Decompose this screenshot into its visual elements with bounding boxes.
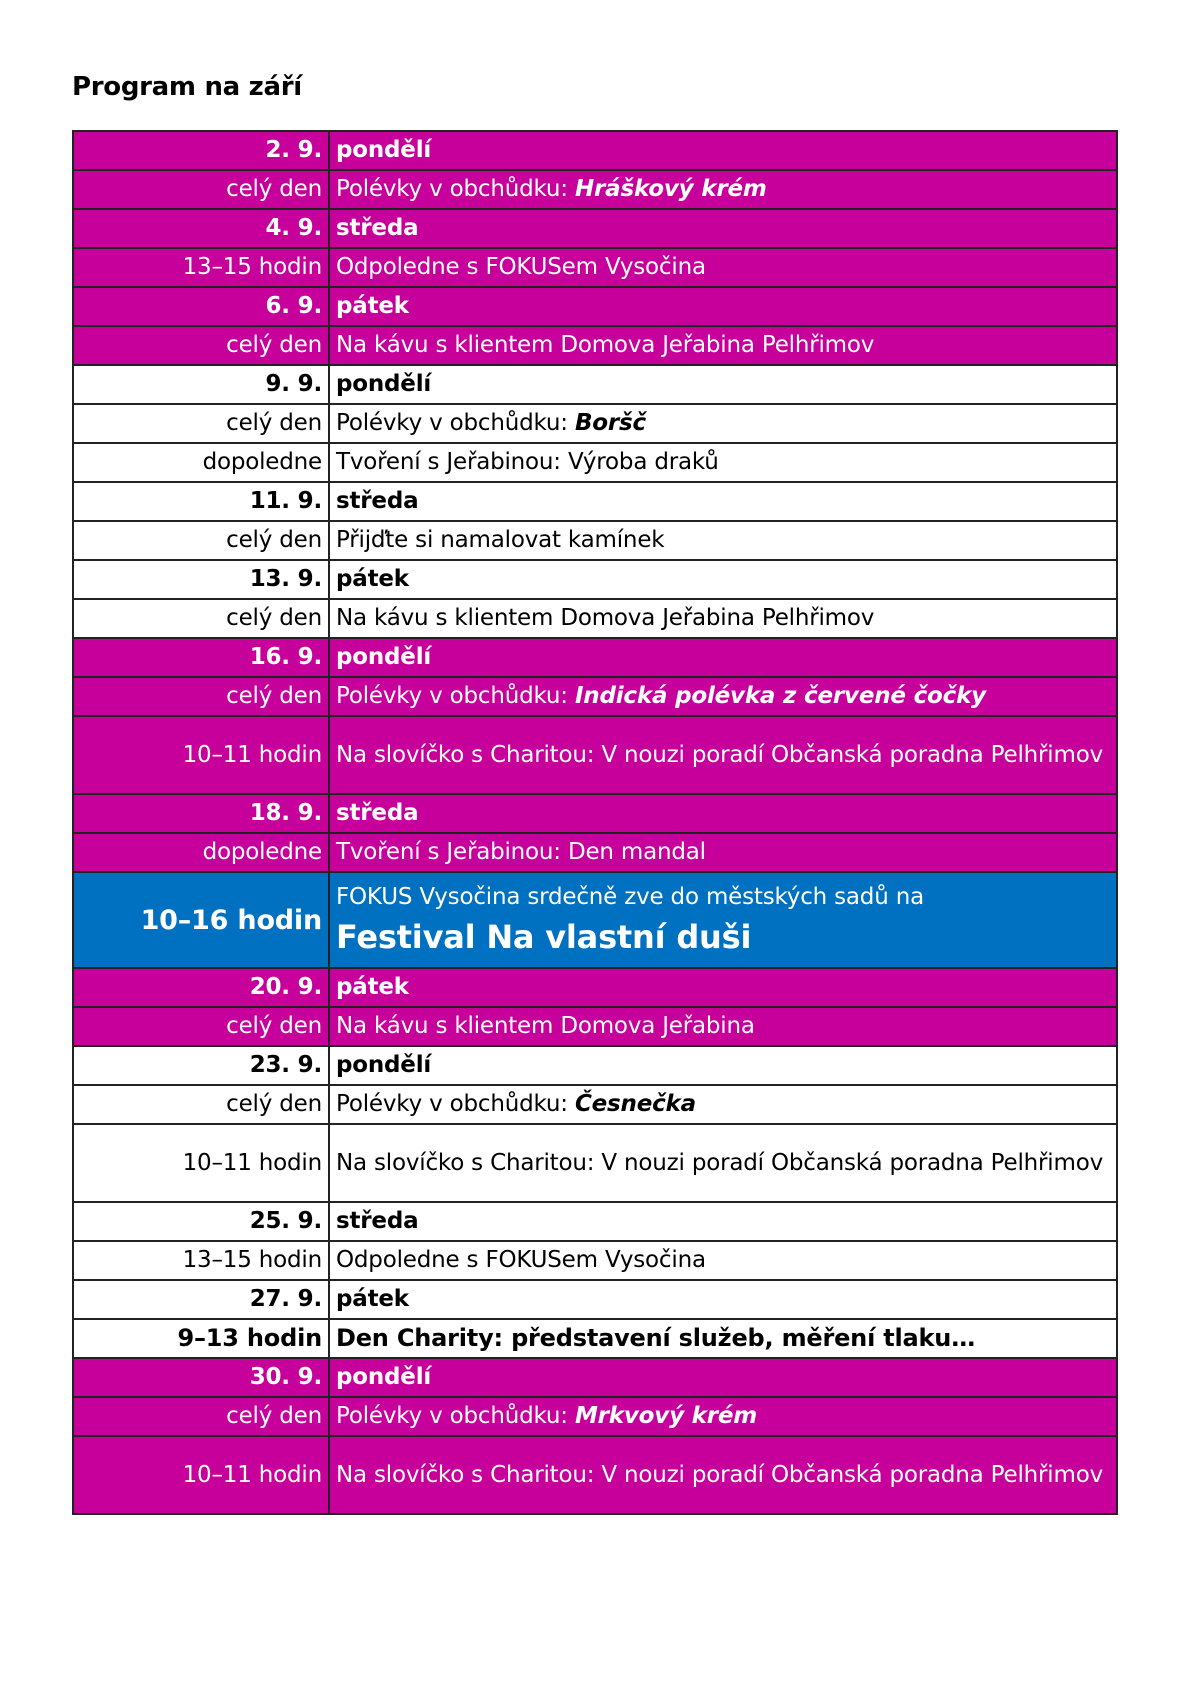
event-cell: Tvoření s Jeřabinou: Výroba draků <box>329 443 1117 482</box>
event-cell <box>329 170 1117 209</box>
event-prefix: Polévky v obchůdku: <box>336 1091 575 1117</box>
table-row <box>73 170 1117 209</box>
table-row <box>73 1124 1117 1202</box>
date-cell: 9. 9. <box>73 365 329 404</box>
soup-name: Boršč <box>574 410 646 436</box>
time-cell: 13–15 hodin <box>73 1241 329 1280</box>
table-row <box>73 248 1117 287</box>
soup-name: Indická polévka z červené čočky <box>574 683 986 709</box>
time-cell: 9–13 hodin <box>73 1319 329 1358</box>
event-cell <box>329 404 1117 443</box>
event-cell: Den Charity: představení služeb, měření tlaku… <box>329 1319 1117 1358</box>
event-cell <box>329 872 1117 968</box>
table-row-date <box>73 131 1117 170</box>
event-prefix: Polévky v obchůdku: <box>336 176 575 202</box>
time-cell: celý den <box>73 521 329 560</box>
table-row-date <box>73 968 1117 1007</box>
table-row <box>73 1241 1117 1280</box>
weekday-cell: středa <box>329 794 1117 833</box>
table-row-date <box>73 1202 1117 1241</box>
date-cell: 30. 9. <box>73 1358 329 1397</box>
date-cell: 18. 9. <box>73 794 329 833</box>
event-cell: Na kávu s klientem Domova Jeřabina Pelhřimov <box>329 326 1117 365</box>
time-cell: 13–15 hodin <box>73 248 329 287</box>
time-cell: celý den <box>73 677 329 716</box>
date-cell: 4. 9. <box>73 209 329 248</box>
weekday-cell: středa <box>329 1202 1117 1241</box>
weekday-cell: pátek <box>329 968 1117 1007</box>
time-cell: celý den <box>73 599 329 638</box>
table-row <box>73 1436 1117 1514</box>
time-cell: celý den <box>73 1085 329 1124</box>
date-cell: 20. 9. <box>73 968 329 1007</box>
table-row-date <box>73 638 1117 677</box>
date-cell: 2. 9. <box>73 131 329 170</box>
table-row <box>73 404 1117 443</box>
weekday-cell: pátek <box>329 560 1117 599</box>
event-cell <box>329 1085 1117 1124</box>
time-cell: celý den <box>73 1007 329 1046</box>
table-row-date <box>73 482 1117 521</box>
time-cell: 10–16 hodin <box>73 872 329 968</box>
page-title: Program na září <box>72 72 302 102</box>
event-cell: Přijďte si namalovat kamínek <box>329 521 1117 560</box>
soup-name: Hráškový krém <box>574 176 767 202</box>
table-row <box>73 1397 1117 1436</box>
soup-name: Česnečka <box>574 1091 696 1117</box>
table-row <box>73 599 1117 638</box>
weekday-cell: pondělí <box>329 1046 1117 1085</box>
date-cell: 13. 9. <box>73 560 329 599</box>
table-row <box>73 833 1117 872</box>
time-cell: dopoledne <box>73 443 329 482</box>
weekday-cell: středa <box>329 209 1117 248</box>
table-row-date <box>73 560 1117 599</box>
event-cell: Na slovíčko s Charitou: V nouzi poradí Občanská poradna Pelhřimov <box>329 1436 1117 1514</box>
table-row <box>73 443 1117 482</box>
table-row-highlight <box>73 1319 1117 1358</box>
weekday-cell: pondělí <box>329 638 1117 677</box>
event-cell: Na kávu s klientem Domova Jeřabina <box>329 1007 1117 1046</box>
table-row <box>73 677 1117 716</box>
date-cell: 6. 9. <box>73 287 329 326</box>
time-cell: celý den <box>73 170 329 209</box>
table-row <box>73 1085 1117 1124</box>
table-row <box>73 326 1117 365</box>
table-row-date <box>73 1358 1117 1397</box>
event-cell: Na slovíčko s Charitou: V nouzi poradí Občanská poradna Pelhřimov <box>329 716 1117 794</box>
table-row-date <box>73 1280 1117 1319</box>
event-cell: Odpoledne s FOKUSem Vysočina <box>329 248 1117 287</box>
table-row-date <box>73 209 1117 248</box>
table-row-date <box>73 365 1117 404</box>
date-cell: 25. 9. <box>73 1202 329 1241</box>
table-row-festival <box>73 872 1117 968</box>
table-row-date <box>73 287 1117 326</box>
date-cell: 16. 9. <box>73 638 329 677</box>
festival-name: Festival Na vlastní duši <box>336 918 752 957</box>
table-row <box>73 716 1117 794</box>
weekday-cell: pátek <box>329 287 1117 326</box>
event-cell <box>329 677 1117 716</box>
table-row-date <box>73 794 1117 833</box>
date-cell: 11. 9. <box>73 482 329 521</box>
weekday-cell: pondělí <box>329 1358 1117 1397</box>
event-prefix: Polévky v obchůdku: <box>336 410 575 436</box>
time-cell: celý den <box>73 404 329 443</box>
date-cell: 23. 9. <box>73 1046 329 1085</box>
weekday-cell: pondělí <box>329 131 1117 170</box>
event-prefix: Polévky v obchůdku: <box>336 1403 575 1429</box>
weekday-cell: pátek <box>329 1280 1117 1319</box>
event-cell <box>329 1397 1117 1436</box>
table-row-date <box>73 1046 1117 1085</box>
time-cell: dopoledne <box>73 833 329 872</box>
time-cell: 10–11 hodin <box>73 1436 329 1514</box>
date-cell: 27. 9. <box>73 1280 329 1319</box>
time-cell: 10–11 hodin <box>73 1124 329 1202</box>
time-cell: celý den <box>73 326 329 365</box>
time-cell: 10–11 hodin <box>73 716 329 794</box>
table-row <box>73 1007 1117 1046</box>
event-cell: Na slovíčko s Charitou: V nouzi poradí Občanská poradna Pelhřimov <box>329 1124 1117 1202</box>
event-invitation: FOKUS Vysočina srdečně zve do městských sadů na <box>336 884 924 911</box>
event-cell: Odpoledne s FOKUSem Vysočina <box>329 1241 1117 1280</box>
program-table <box>72 130 1118 1515</box>
soup-name: Mrkvový krém <box>574 1403 758 1429</box>
event-prefix: Polévky v obchůdku: <box>336 683 575 709</box>
table-row <box>73 521 1117 560</box>
event-cell: Na kávu s klientem Domova Jeřabina Pelhřimov <box>329 599 1117 638</box>
event-cell: Tvoření s Jeřabinou: Den mandal <box>329 833 1117 872</box>
time-cell: celý den <box>73 1397 329 1436</box>
weekday-cell: středa <box>329 482 1117 521</box>
weekday-cell: pondělí <box>329 365 1117 404</box>
